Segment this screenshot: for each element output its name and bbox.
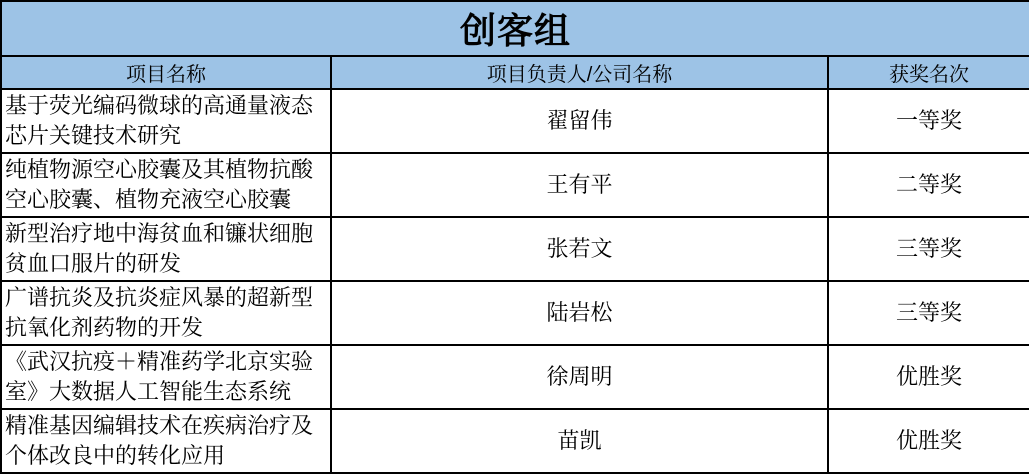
column-header-leader-company: 项目负责人/公司名称 (331, 56, 828, 89)
award-rank-cell: 三等奖 (828, 217, 1029, 281)
project-name-cell: 《武汉抗疫＋精准药学北京实验室》大数据人工智能生态系统 (1, 345, 331, 409)
award-rank-cell: 优胜奖 (828, 345, 1029, 409)
project-name-cell: 纯植物源空心胶囊及其植物抗酸空心胶囊、植物充液空心胶囊 (1, 153, 331, 217)
leader-name-cell: 翟留伟 (331, 89, 828, 153)
table-header-row (1, 56, 1029, 89)
page-title: 创客组 (1, 1, 1029, 56)
project-name-cell: 新型治疗地中海贫血和镰状细胞贫血口服片的研发 (1, 217, 331, 281)
award-rank-cell: 三等奖 (828, 281, 1029, 345)
column-header-project-name: 项目名称 (1, 56, 331, 89)
leader-name-cell: 王有平 (331, 153, 828, 217)
project-name-cell: 精准基因编辑技术在疾病治疗及个体改良中的转化应用 (1, 409, 331, 473)
table-row (1, 345, 1029, 409)
project-name-cell: 基于荧光编码微球的高通量液态芯片关键技术研究 (1, 89, 331, 153)
table-row (1, 409, 1029, 473)
leader-name-cell: 苗凯 (331, 409, 828, 473)
table-title-row (1, 1, 1029, 56)
leader-name-cell: 张若文 (331, 217, 828, 281)
leader-name-cell: 徐周明 (331, 345, 828, 409)
table-row (1, 281, 1029, 345)
leader-name-cell: 陆岩松 (331, 281, 828, 345)
column-header-award-rank: 获奖名次 (828, 56, 1029, 89)
award-rank-cell: 二等奖 (828, 153, 1029, 217)
award-rank-cell: 优胜奖 (828, 409, 1029, 473)
table-row (1, 217, 1029, 281)
award-rank-cell: 一等奖 (828, 89, 1029, 153)
project-name-cell: 广谱抗炎及抗炎症风暴的超新型抗氧化剂药物的开发 (1, 281, 331, 345)
table-row (1, 89, 1029, 153)
table-row (1, 153, 1029, 217)
